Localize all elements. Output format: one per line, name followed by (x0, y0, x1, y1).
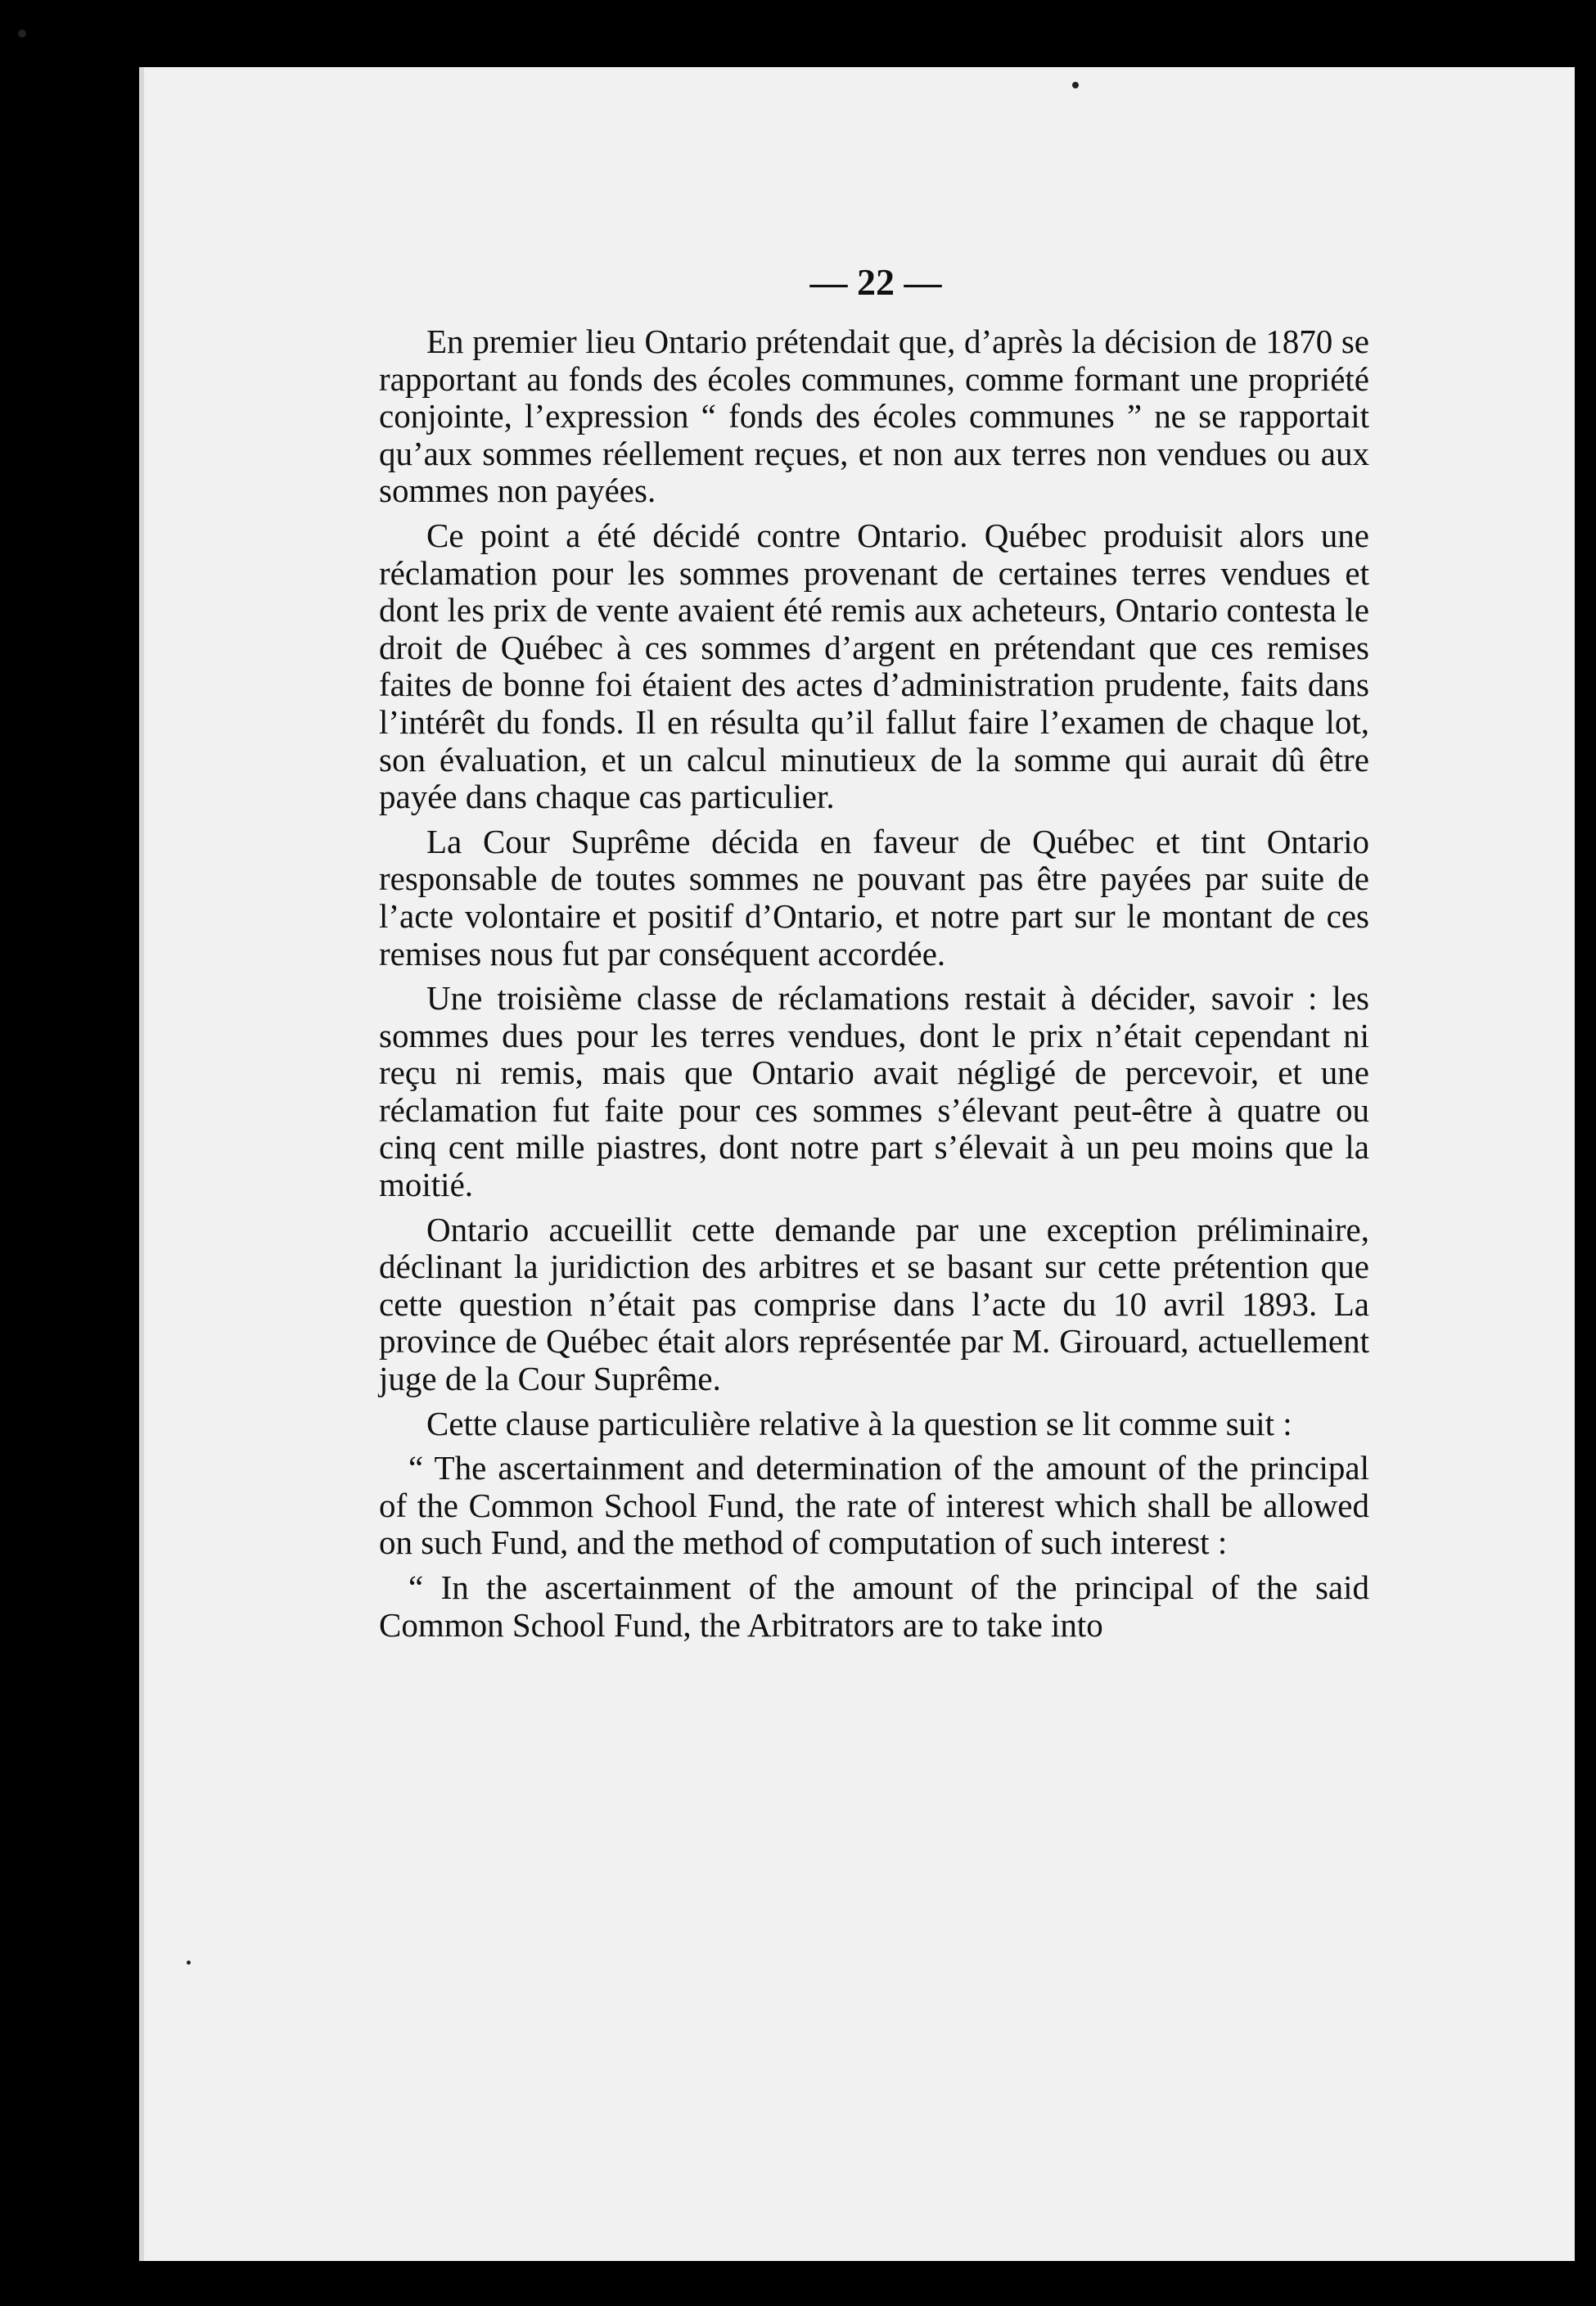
paragraph-1: En premier lieu Ontario prétendait que, d’après la décision de 1870 se rapportant au fonds des écoles communes, comme formant une propriété conjointe, l’expression “ fonds des écoles communes ” ne se rapportait qu’aux sommes réellement reçues, et non aux terres non vendues ou aux sommes non payées. (379, 323, 1369, 510)
paragraph-3: La Cour Suprême décida en faveur de Québec et tint Ontario responsable de toutes sommes ne pouvant pas être payées par suite de l’acte volontaire et positif d’Ontario, et notre part sur le montant de ces remises nous fut par conséquent accordée. (379, 822, 1369, 972)
paragraph-2: Ce point a été décidé contre Ontario. Québec produisit alors une réclamation pour les sommes provenant de certaines terres vendues et dont les prix de vente avaient été remis aux acheteurs, Ontario contesta le droit de Québec à ces sommes d’argent en prétendant que ces remises faites de bonne foi étaient des actes d’administration prudente, faits dans l’intérêt du fonds. Il en résulta qu’il fallut faire l’examen de chaque lot, son évaluation, et un calcul minutieux de la somme qui aurait dû être payée dans chaque cas particulier. (379, 516, 1369, 816)
body-text (379, 323, 1369, 1651)
paragraph-6: Cette clause particulière relative à la question se lit comme suit : (426, 1404, 1292, 1442)
page-number: — 22 — (809, 261, 942, 303)
paragraph-5: Ontario accueillit cette demande par une exception préliminaire, déclinant la juridiction des arbitres et se basant sur cette prétention que cette question n’était pas comprise dans l’acte du 10 avril 1893. La province de Québec était alors représentée par M. Girouard, actuellement juge de la Cour Suprême. (379, 1210, 1369, 1398)
scan-speck (1072, 82, 1079, 88)
paragraph-4: Une troisième classe de réclamations restait à décider, savoir : les sommes dues pour les terres vendues, dont le prix n’était cependant ni reçu ni remis, mais que Ontario avait négligé de percevoir, et une réclamation fut faite pour ces sommes s’élevant peut-être à quatre ou cinq cent mille piastres, dont notre part s’élevait à un peu moins que la moitié. (379, 979, 1369, 1204)
scan-speck (18, 29, 26, 38)
quote-1: “ The ascertainment and determination of the amount of the principal of the Common School Fund, the rate of interest which shall be allowed on such Fund, and the method of computation of such interest : (379, 1449, 1369, 1562)
quote-2: “ In the ascertainment of the amount of the principal of the said Common School Fund, the Arbitrators are to take into (379, 1568, 1369, 1644)
scan-speck (187, 1961, 191, 1965)
